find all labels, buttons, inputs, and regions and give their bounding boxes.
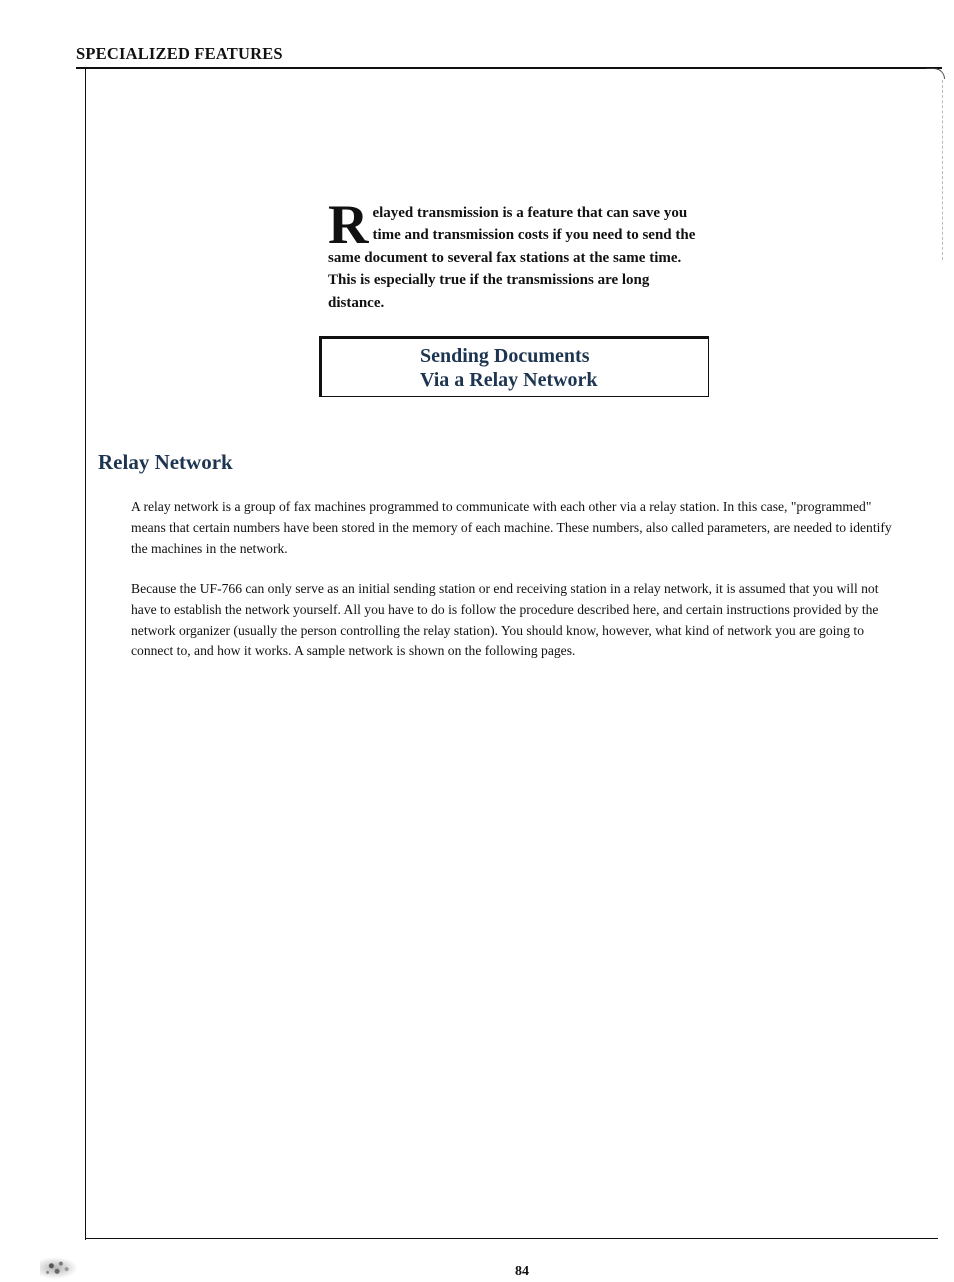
frame-bottom-rule bbox=[86, 1238, 938, 1239]
page-number: 84 bbox=[515, 1264, 529, 1279]
chapter-title-box bbox=[319, 336, 709, 397]
chapter-title-line-2: Via a Relay Network bbox=[420, 369, 598, 391]
frame-corner-curl bbox=[926, 68, 945, 79]
body-paragraph-2: Because the UF-766 can only serve as an initial sending station or end receiving station in a relay network, it is assumed that you will not have to establish the network yourself. All you have to do is follow the procedure described here, and certain instructions provided by the network organizer (usually the person controlling the relay station). You should know, however, what kind of network you are going to connect to, and how it works. A sample network is shown on the following pages. bbox=[131, 581, 879, 659]
drop-cap: R bbox=[328, 194, 369, 256]
body-paragraph-1: A relay network is a group of fax machines programmed to communicate with each other via a relay station. In this case, "programmed" means that certain numbers have been stored in the memory of each machine. These numbers, also called parameters, are needed to identify the machines in the network. bbox=[131, 499, 892, 556]
chapter-title-line-1: Sending Documents bbox=[420, 345, 590, 367]
section-label: SPECIALIZED FEATURES bbox=[76, 44, 283, 63]
intro-text: elayed transmission is a feature that can save you time and transmission costs if you need to send the same document to several fax stations at the same time. This is especially true if the transmissions are long distance. bbox=[328, 205, 696, 311]
frame-top-rule bbox=[76, 67, 942, 69]
intro-paragraph bbox=[328, 194, 708, 314]
frame-left-rule bbox=[85, 68, 86, 1240]
section-heading: Relay Network bbox=[98, 450, 233, 474]
frame-right-edge bbox=[942, 80, 943, 260]
scan-artifact bbox=[40, 1257, 78, 1279]
